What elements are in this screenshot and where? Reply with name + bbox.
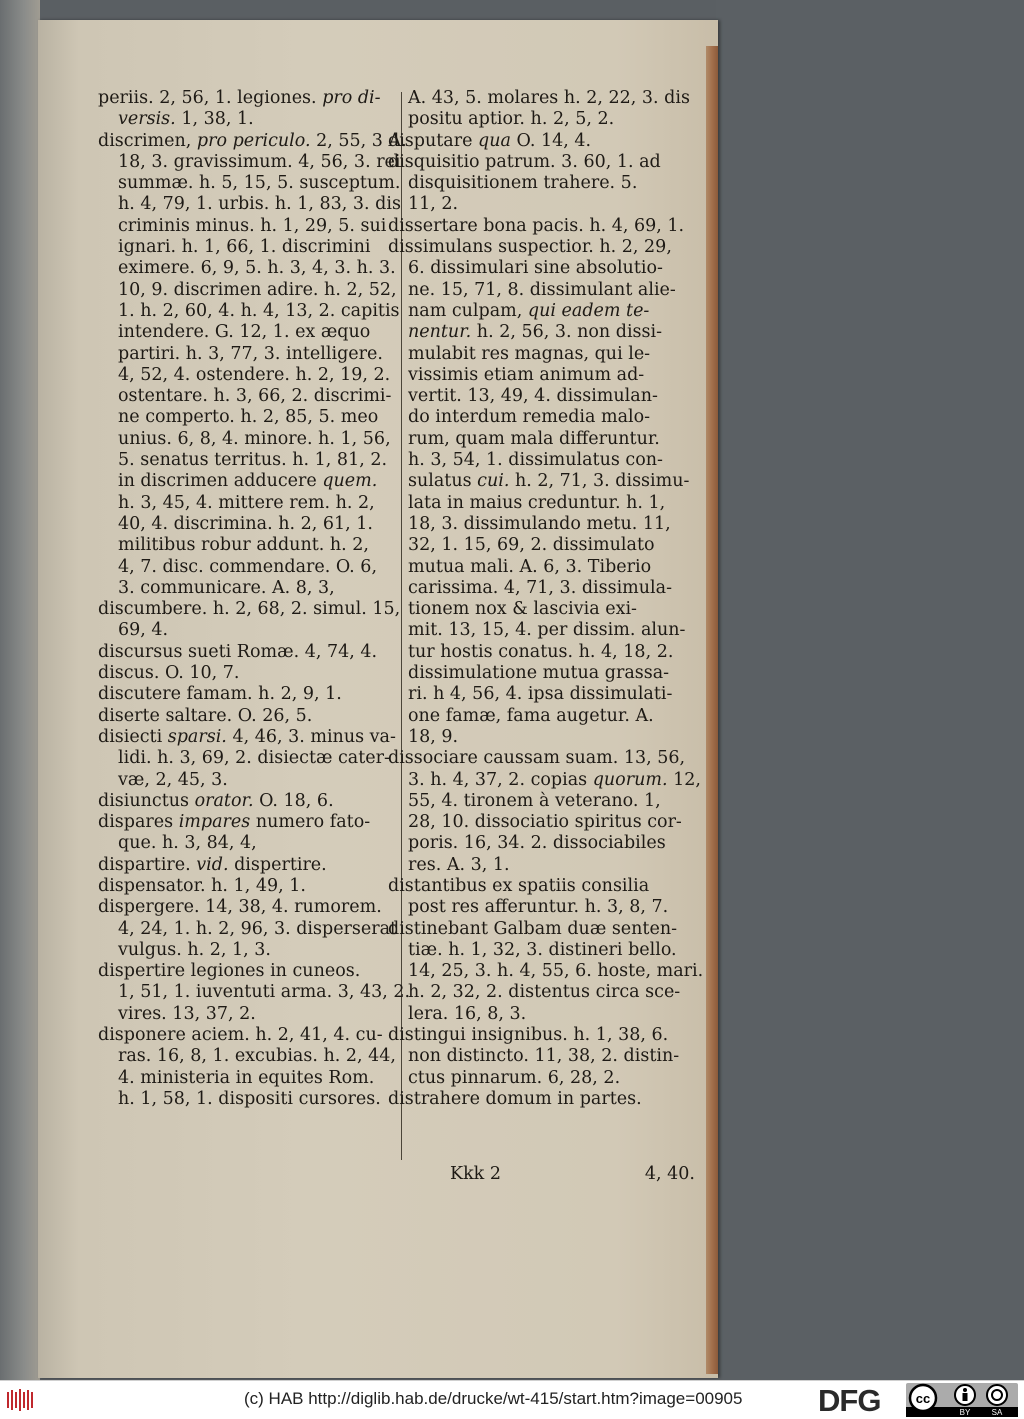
right-column-line — [388, 429, 698, 450]
entry-italic: sparsi. — [167, 726, 227, 747]
entry-text: vulgus. h. 2, 1, 3. — [118, 939, 271, 960]
entry-text: 55, 4. tironem à veterano. 1, — [408, 790, 661, 811]
entry-text: discrimen, — [98, 130, 192, 151]
right-column-line — [388, 663, 698, 684]
right-column — [388, 88, 704, 1110]
entry-text: lera. 16, 8, 3. — [408, 1003, 527, 1024]
left-column-line — [98, 386, 392, 407]
entry-text: h. 2, 56, 3. non dissi- — [476, 322, 663, 343]
entry-text: eximere. 6, 9, 5. h. 3, 4, 3. h. 3. — [118, 258, 396, 279]
entry-text: que. h. 3, 84, 4, — [118, 833, 257, 854]
left-column-line — [98, 706, 388, 727]
entry-italic: pro periculo. — [196, 130, 311, 151]
entry-text: h. 2, 32, 2. distentus circa sce- — [408, 982, 681, 1003]
entry-text: tur hostis conatus. h. 4, 18, 2. — [408, 641, 674, 662]
entry-text: ignari. h. 1, 66, 1. discrimini — [118, 237, 371, 258]
right-column-line — [388, 450, 698, 471]
entry-text: 11, 2. — [408, 194, 459, 215]
entry-text: 69, 4. — [118, 620, 169, 641]
entry-text: in discrimen adducere — [118, 471, 317, 492]
entry-text: periis. 2, 56, 1. legiones. — [98, 88, 317, 108]
entry-text: O. 14, 4. — [516, 130, 592, 151]
right-column-line — [388, 216, 698, 237]
entry-text: O. 18, 6. — [259, 790, 334, 811]
left-column-line — [98, 151, 401, 173]
entry-text: 18, 9. — [408, 726, 459, 747]
entry-text: vires. 13, 37, 2. — [118, 1003, 256, 1024]
entry-text: dispartire. — [98, 854, 191, 875]
entry-text: post res afferuntur. h. 3, 8, 7. — [408, 897, 669, 918]
entry-text: nam culpam, — [408, 300, 523, 321]
left-column-line — [98, 812, 388, 833]
entry-text: 28, 10. dissociatio spiritus cor- — [408, 812, 682, 833]
left-column-line — [98, 791, 388, 812]
entry-text: mutua mali. A. 6, 3. Tiberio — [408, 556, 652, 577]
right-column-line — [388, 706, 698, 727]
entry-italic: qua — [478, 130, 511, 151]
entry-text: non distincto. 11, 38, 2. distin- — [408, 1046, 680, 1067]
left-column-line — [98, 428, 391, 450]
entry-text: 10, 9. discrimen adire. h. 2, 52, — [118, 279, 397, 300]
left-column-line — [98, 918, 398, 940]
entry-text: partiri. h. 3, 77, 3. intelligere. — [118, 343, 383, 364]
left-column-line — [98, 130, 407, 152]
left-column-line — [98, 855, 388, 876]
entry-text: res. A. 3, 1. — [408, 854, 510, 875]
scanner-background-right — [716, 0, 1024, 1380]
entry-text: lidi. h. 3, 69, 2. disiectæ cater- — [118, 748, 390, 769]
entry-text: mulabit res magnas, qui le- — [408, 343, 651, 364]
entry-italic: vid. — [196, 854, 229, 875]
entry-text: 6. dissimulari sine absolutio- — [408, 258, 663, 279]
entry-text: 5. senatus territus. h. 1, 81, 2. — [118, 450, 388, 471]
hab-logo-icon — [6, 1387, 36, 1413]
entry-text: discus. O. 10, 7. — [98, 663, 240, 684]
right-column-line — [388, 109, 698, 130]
entry-text: distantibus ex spatiis consilia — [388, 875, 650, 896]
left-column-line — [98, 514, 388, 535]
entry-italic: versis. — [118, 109, 176, 130]
left-column-line — [98, 748, 388, 769]
entry-italic: qui eadem te- — [527, 300, 650, 321]
left-column-line — [98, 961, 388, 982]
entry-italic: cui. — [477, 471, 510, 492]
entry-text: tionem nox & lascivia exi- — [408, 599, 637, 620]
left-column-line — [98, 982, 411, 1003]
by-label: BY — [959, 1408, 971, 1417]
left-column-line — [98, 1025, 388, 1046]
entry-text: 40, 4. discrimina. h. 2, 61, 1. — [118, 513, 373, 534]
entry-text: dissociare caussam suam. 13, 56, — [388, 748, 686, 769]
left-column-line — [98, 599, 401, 620]
entry-text: dissimulans suspectior. h. 2, 29, — [388, 237, 672, 258]
entry-italic: quorum. — [592, 769, 668, 790]
entry-text: 32, 1. 15, 69, 2. dissimulato — [408, 535, 655, 556]
left-column-line — [98, 88, 388, 109]
right-column-line — [388, 833, 698, 854]
entry-text: disiunctus — [98, 790, 190, 811]
entry-text: 14, 25, 3. h. 4, 55, 6. hoste, mari. — [408, 961, 704, 982]
right-column-line — [388, 876, 698, 897]
entry-text: dissertare bona pacis. h. 4, 69, 1. — [388, 215, 685, 236]
signature-mark: Kkk 2 — [450, 1164, 501, 1184]
right-column-line — [388, 748, 698, 769]
cc-license-badge[interactable] — [906, 1383, 1018, 1417]
entry-text: dispertire. — [234, 854, 327, 875]
left-column-line — [98, 364, 391, 386]
left-column-line — [98, 535, 388, 556]
right-column-line — [388, 131, 698, 152]
entry-text: h. 3, 45, 4. mittere rem. h. 2, — [118, 492, 375, 513]
right-column-line — [388, 344, 698, 365]
right-column-line — [388, 599, 698, 620]
catchword: 4, 40. — [644, 1164, 695, 1184]
entry-text: 1, 38, 1. — [181, 109, 254, 130]
left-column-line — [98, 450, 388, 471]
entry-text: 2, 55, 3 A. — [316, 130, 407, 151]
left-column-line — [98, 471, 388, 492]
viewer-footer — [0, 1380, 1024, 1419]
right-column-line — [388, 791, 698, 812]
right-column-line — [388, 982, 698, 1003]
entry-text: dispergere. 14, 38, 4. rumorem. — [98, 897, 382, 918]
right-column-line — [388, 919, 698, 940]
entry-text: h. 1, 58, 1. dispositi cursores. — [118, 1088, 381, 1109]
left-column-line — [98, 1089, 388, 1110]
credit-link[interactable]: (c) HAB http://diglib.hab.de/drucke/wt-415/start.htm?image=00905 — [244, 1389, 743, 1408]
entry-text: dispensator. h. 1, 49, 1. — [98, 875, 306, 896]
left-column-line — [98, 1046, 396, 1067]
entry-text: distrahere domum in partes. — [388, 1088, 642, 1109]
entry-text: ne. 15, 71, 8. dissimulant alie- — [408, 279, 676, 300]
left-column-line — [98, 344, 388, 365]
right-column-line — [388, 237, 698, 258]
right-column-line — [388, 88, 698, 109]
folio-line — [450, 1164, 695, 1184]
entry-text: 4, 24, 1. h. 2, 96, 3. disperserat — [118, 918, 398, 939]
right-column-line — [388, 620, 698, 641]
entry-text: militibus robur addunt. h. 2, — [118, 535, 369, 556]
by-icon — [955, 1385, 975, 1405]
left-column-line — [98, 726, 396, 748]
left-column-line — [98, 578, 388, 599]
entry-text: ctus pinnarum. 6, 28, 2. — [408, 1067, 621, 1088]
entry-text: h. 2, 71, 3. dissimu- — [514, 471, 690, 492]
right-column-line — [388, 365, 698, 386]
scanner-background-left — [0, 0, 40, 1380]
entry-text: do interdum remedia malo- — [408, 407, 651, 428]
entry-italic: quem. — [322, 471, 378, 492]
entry-italic: nentur. — [408, 322, 472, 343]
entry-text: 1, 51, 1. iuventuti arma. 3, 43, 2. — [118, 982, 411, 1003]
entry-text: tiæ. h. 1, 32, 3. distineri bello. — [408, 939, 677, 960]
entry-text: discutere famam. h. 2, 9, 1. — [98, 684, 342, 705]
entry-text: criminis minus. h. 1, 29, 5. sui — [118, 215, 387, 236]
entry-text: disquisitionem trahere. 5. — [408, 173, 638, 194]
entry-text: poris. 16, 34. 2. dissociabiles — [408, 833, 666, 854]
right-column-line — [388, 1089, 698, 1110]
left-column-line — [98, 1004, 388, 1025]
entry-text: disponere aciem. h. 2, 41, 4. cu- — [98, 1025, 383, 1046]
right-column-line — [388, 727, 698, 748]
entry-text: A. 43, 5. molares h. 2, 22, 3. dis — [408, 88, 690, 108]
entry-text: mit. 13, 15, 4. per dissim. alun- — [408, 620, 686, 641]
left-column-line — [98, 237, 388, 258]
left-column-line — [98, 322, 388, 343]
entry-text: 18, 3. gravissimum. 4, 56, 3. rei — [118, 151, 401, 172]
right-column-line — [388, 1025, 698, 1046]
entry-text: discursus sueti Romæ. 4, 74, 4. — [98, 641, 378, 662]
left-column-line — [98, 833, 388, 854]
entry-text: sulatus — [408, 471, 472, 492]
left-column-line — [98, 493, 388, 514]
entry-text: 3. communicare. A. 8, 3, — [118, 577, 335, 598]
right-column-line — [388, 493, 698, 514]
entry-text: unius. 6, 8, 4. minore. h. 1, 56, — [118, 428, 391, 449]
left-column-line — [98, 897, 388, 918]
right-column-line — [388, 557, 698, 578]
right-column-line — [388, 407, 698, 428]
entry-text: 18, 3. dissimulando metu. 11, — [408, 513, 671, 534]
entry-text: ne comperto. h. 2, 85, 5. meo — [118, 407, 379, 428]
right-column-line — [388, 812, 698, 833]
entry-text: 4, 7. disc. commendare. O. 6, — [118, 556, 378, 577]
left-column-line — [98, 173, 401, 194]
right-column-line — [388, 1004, 698, 1025]
right-column-line — [388, 258, 698, 279]
left-column-line — [98, 407, 388, 428]
entry-text: h. 3, 54, 1. dissimulatus con- — [408, 450, 663, 471]
entry-text: 12, — [673, 769, 701, 790]
left-column-line — [98, 684, 388, 705]
entry-text: ostentare. h. 3, 66, 2. discrimi- — [118, 386, 392, 407]
entry-text: dispares — [98, 812, 174, 833]
left-column-line — [98, 279, 397, 301]
dfg-logo: DFG — [818, 1383, 881, 1418]
entry-text: distinebant Galbam duæ senten- — [388, 918, 678, 939]
svg-text:cc: cc — [915, 1391, 931, 1406]
entry-text: positu aptior. h. 2, 5, 2. — [408, 109, 615, 130]
right-column-line — [388, 386, 698, 407]
entry-text: 4. ministeria in equites Rom. — [118, 1067, 375, 1088]
cc-icon — [910, 1385, 936, 1411]
right-column-line — [388, 514, 698, 535]
page-edge — [706, 46, 718, 1374]
right-column-line — [388, 173, 698, 194]
entry-text: 4, 52, 4. ostendere. h. 2, 19, 2. — [118, 364, 391, 385]
entry-text: vissimis etiam animum ad- — [408, 364, 645, 385]
right-column-line — [388, 855, 698, 876]
right-column-line — [388, 322, 698, 343]
entry-text: intendere. G. 12, 1. ex æquo — [118, 322, 371, 343]
entry-text: summæ. h. 5, 15, 5. susceptum. — [118, 173, 401, 194]
sa-label: SA — [991, 1408, 1003, 1417]
left-column-line — [98, 109, 388, 130]
left-column-line — [98, 258, 396, 279]
entry-text: numero fato- — [255, 812, 371, 833]
entry-text: disquisitio patrum. 3. 60, 1. ad — [388, 151, 661, 172]
right-column-line — [388, 578, 698, 599]
sa-icon — [987, 1385, 1007, 1405]
right-column-line — [388, 152, 698, 173]
entry-italic: impares — [178, 812, 251, 833]
entry-text: carissima. 4, 71, 3. dissimula- — [408, 577, 672, 598]
entry-text: distingui insignibus. h. 1, 38, 6. — [388, 1025, 669, 1046]
right-column-line — [388, 961, 704, 982]
left-column-line — [98, 940, 388, 961]
entry-text: h. 4, 79, 1. urbis. h. 1, 83, 3. dis — [118, 194, 401, 215]
entry-text: væ, 2, 45, 3. — [118, 769, 228, 790]
right-column-line — [388, 301, 698, 322]
entry-italic: pro di- — [322, 88, 381, 108]
entry-text: dispertire legiones in cuneos. — [98, 961, 361, 982]
right-column-line — [388, 535, 698, 556]
entry-text: dissimulatione mutua grassa- — [408, 663, 670, 684]
entry-text: one famæ, fama augetur. A. — [408, 705, 654, 726]
left-column-line — [98, 642, 388, 663]
left-column-line — [98, 620, 388, 641]
entry-text: 3. h. 4, 37, 2. copias — [408, 769, 588, 790]
left-column-line — [98, 1068, 388, 1089]
right-column-line — [388, 1068, 698, 1089]
left-column-line — [98, 876, 388, 897]
entry-text: 1. h. 2, 60, 4. h. 4, 13, 2. capitis — [118, 300, 400, 321]
right-column-line — [388, 642, 698, 663]
entry-text: rum, quam mala differuntur. — [408, 428, 660, 449]
entry-text: disiecti — [98, 726, 163, 747]
entry-text: ri. h 4, 56, 4. ipsa dissimulati- — [408, 684, 673, 705]
left-column-line — [98, 557, 388, 578]
right-column-line — [388, 1046, 698, 1067]
left-column-line — [98, 770, 388, 791]
entry-text: disputare — [388, 130, 473, 151]
right-column-line — [388, 194, 698, 215]
right-column-line — [388, 897, 698, 918]
entry-text: vertit. 13, 49, 4. dissimulan- — [408, 386, 658, 407]
left-column-line — [98, 300, 400, 322]
left-column-line — [98, 663, 388, 684]
entry-text: discumbere. h. 2, 68, 2. simul. 15, — [98, 599, 401, 620]
entry-text: 4, 46, 3. minus va- — [232, 726, 396, 747]
entry-text: lata in maius creduntur. h. 1, — [408, 492, 666, 513]
left-column-line — [98, 194, 401, 215]
right-column-line — [388, 940, 698, 961]
right-column-line — [388, 684, 698, 705]
left-column — [98, 88, 411, 1110]
right-column-line — [388, 769, 701, 791]
entry-text: ras. 16, 8, 1. excubias. h. 2, 44, — [118, 1046, 396, 1067]
entry-text: diserte saltare. O. 26, 5. — [98, 705, 313, 726]
left-column-line — [98, 216, 388, 237]
right-column-line — [388, 280, 698, 301]
right-column-line — [388, 471, 698, 492]
entry-italic: orator. — [194, 790, 254, 811]
